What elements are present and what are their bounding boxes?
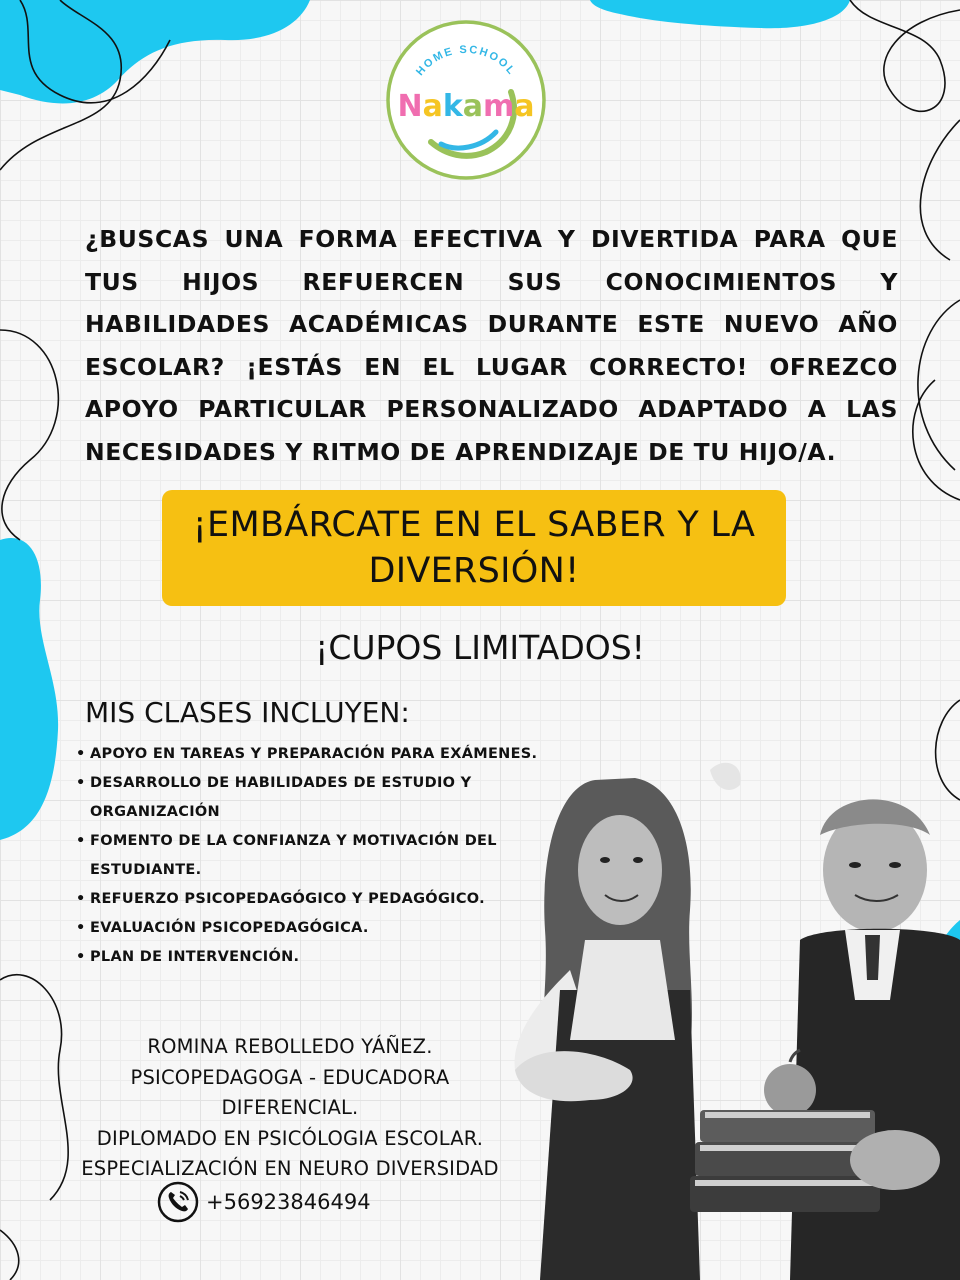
list-item: • FOMENTO DE LA CONFIANZA Y MOTIVACIÓN DEL ESTUDIANTE.: [76, 827, 546, 885]
promo-banner: [162, 490, 786, 606]
children-photo: [500, 740, 960, 1280]
logo-letter: a: [422, 89, 443, 124]
list-item: • APOYO EN TAREAS Y PREPARACIÓN PARA EXÁMENES.: [76, 740, 546, 769]
logo-letter: a: [462, 89, 484, 124]
banner-line-1: ¡EMBÁRCATE EN EL SABER Y LA: [192, 505, 756, 545]
phone-contact[interactable]: [156, 1180, 371, 1224]
signature-specialization: ESPECIALIZACIÓN EN NEURO DIVERSIDAD: [81, 1157, 499, 1180]
cyan-blob-left: [0, 538, 58, 840]
signature-name: ROMINA REBOLLEDO YÁÑEZ.: [147, 1035, 433, 1058]
phone-number[interactable]: +56923846494: [206, 1190, 371, 1214]
signature-title: PSICOPEDAGOGA - EDUCADORA: [130, 1065, 450, 1089]
nakama-logo: [361, 20, 571, 180]
list-item: • EVALUACIÓN PSICOPEDAGÓGICA.: [76, 914, 546, 943]
classes-list: [76, 740, 546, 972]
phone-icon: [156, 1180, 200, 1224]
logo-tagline: HOME SCHOOL: [413, 43, 519, 79]
signature-title-cont: DIFERENCIAL.: [221, 1096, 359, 1119]
list-item: • REFUERZO PSICOPEDAGÓGICO Y PEDAGÓGICO.: [76, 885, 546, 914]
logo-letter: k: [442, 89, 463, 124]
logo-letter: a: [514, 89, 535, 124]
cyan-blob-top-right: [590, 0, 850, 28]
list-item: • PLAN DE INTERVENCIÓN.: [76, 943, 546, 972]
signature-block: [70, 1032, 510, 1185]
list-item: • DESARROLLO DE HABILIDADES DE ESTUDIO Y ORGANIZACIÓN: [76, 769, 546, 827]
logo-name: [397, 89, 534, 124]
logo-letter: N: [397, 89, 423, 124]
classes-heading: MIS CLASES INCLUYEN:: [85, 696, 410, 729]
cyan-blob-top-left: [0, 0, 310, 103]
logo-letter: m: [483, 89, 515, 124]
signature-diploma: DIPLOMADO EN PSICÓLOGIA ESCOLAR.: [96, 1126, 484, 1150]
banner-line-2: DIVERSIÓN!: [368, 551, 580, 591]
intro-paragraph: ¿BUSCAS UNA FORMA EFECTIVA Y DIVERTIDA PARA QUE TUS HIJOS REFUERCEN SUS CONOCIMIENTOS Y HABILIDADES ACADÉMICAS DURANTE ESTE NUEVO AÑO ESCOLAR? ¡ESTÁS EN EL LUGAR CORRECTO! OFREZCO APOYO PARTICULAR PERSONALIZADO ADAPTADO A LAS NECESIDADES Y RITMO DE APRENDIZAJE DE TU HIJO/A.: [85, 225, 898, 466]
limited-spots-heading: ¡CUPOS LIMITADOS!: [315, 628, 645, 667]
